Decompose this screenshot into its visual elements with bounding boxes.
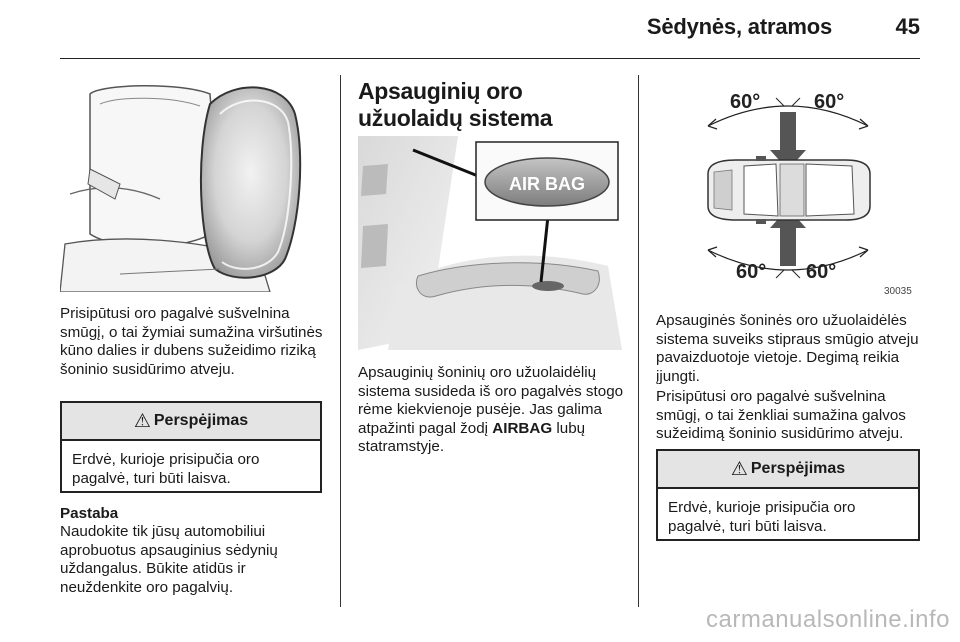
airbag-badge-label: AIR BAG [509,174,585,194]
column-divider-right [638,75,639,607]
angle-bottom-left: 60° [736,261,767,283]
left-warning-box [60,401,322,493]
section-heading: Apsauginių oro užuolaidų sistema [358,78,553,131]
impact-zone-diagram [656,74,920,300]
left-warning-header [62,403,320,441]
left-warning-body: Erdvė, kurioje prisipučia oro pagalvė, turi būti laisva. [72,451,260,487]
site-watermark: carmanualsonline.info [706,606,950,633]
airbag-location-illustration [358,136,622,350]
right-paragraph-2: Prisipūtusi oro pagalvė sušvelnina smūgį, o tai ženkliai sumažina galvos sužeidimą šoninio susidūrimo atveju. [656,388,906,443]
angle-top-right: 60° [814,91,845,113]
middle-body [358,364,628,457]
page-header-title: Sėdynės, atramos [646,14,832,39]
left-caption: Prisipūtusi oro pagalvė sušvelnina smūgį, o tai žymiai sumažina viršutinės kūno dalies ir dubens sužeidimo riziką šoninio susidūrimo atveju. [60,305,323,378]
impact-zone-drawing [656,74,920,300]
right-warning-title: Perspėjimas [750,460,846,477]
note-title: Pastaba [60,505,119,522]
middle-body-keyword: AIRBAG [492,419,553,437]
header-divider [60,58,920,59]
left-warning-title: Perspėjimas [153,412,249,429]
right-warning-header [658,451,918,489]
seat-airbag-illustration [60,74,322,292]
figure-code: 30035 [884,286,912,297]
angle-bottom-right: 60° [806,261,837,283]
seat-airbag-drawing [60,74,322,292]
angle-top-left: 60° [730,91,761,113]
column-divider-left [340,75,341,607]
right-warning-box [656,449,920,541]
warning-triangle-icon: ⚠ [133,410,151,432]
note-body: Naudokite tik jūsų automobiliui aprobuotus apsauginius sėdynių uždangalus. Būkite atidūs ir neuždenkite oro pagalvių. [60,523,278,596]
right-paragraph-1: Apsauginės šoninės oro užuolaidėlės sistema suveiks stipraus smūgio atveju pavaizduotoje vietoje. Degimą reikia įjungti. [656,312,919,385]
page-number: 45 [895,14,920,39]
middle-body-text-end: lubų statramstyje. [358,419,586,456]
middle-body-text: Apsauginių šoninių oro užuolaidėlių sistema susideda iš oro pagalvės stogo rėme kiekvienoje pusėje. Jas galima atpažinti pagal žodį [358,364,624,437]
right-warning-body: Erdvė, kurioje prisipučia oro pagalvė, turi būti laisva. [668,499,856,535]
warning-triangle-icon: ⚠ [730,458,748,480]
curtain-airbag-drawing [358,136,622,350]
